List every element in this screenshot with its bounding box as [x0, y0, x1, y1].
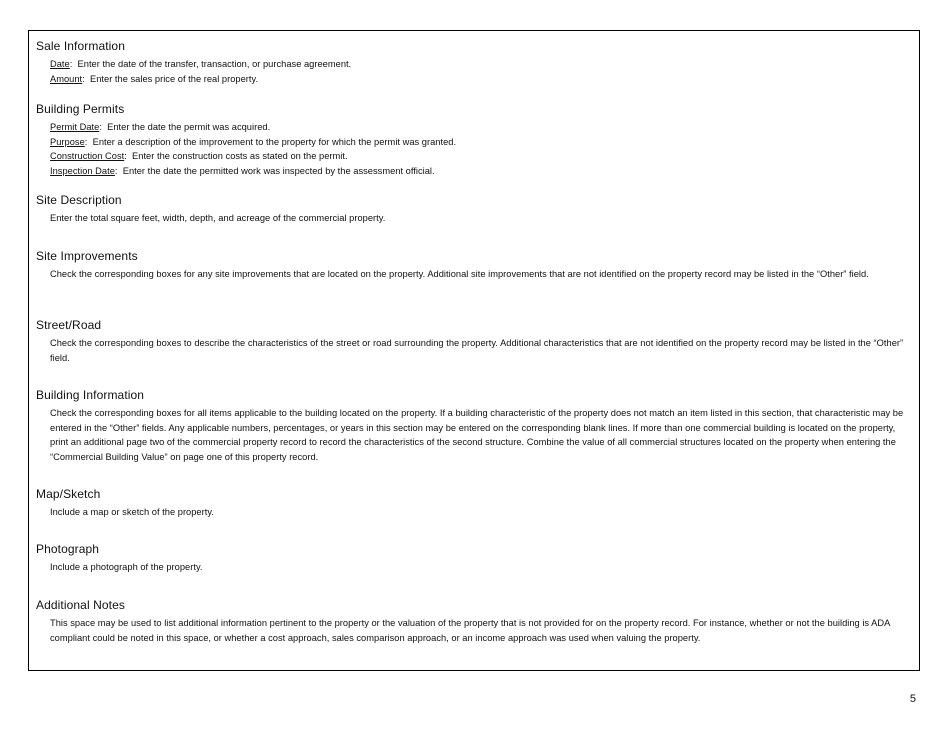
definition-text: Enter the date of the transfer, transaction, or purchase agreement. [77, 59, 352, 69]
section-body: Include a map or sketch of the property. [50, 507, 214, 517]
definition-separator: : [114, 165, 123, 176]
section-body: Check the corresponding boxes for all items applicable to the building located on the property. If a building characteristic of the property does not match an item listed in this section, that characteristic may be entered in the “Other” fields. Any applicable numbers, percentages, or years in this section may be entered on the corresponding blank lines. If more than one commercial building is located on the property, print an additional page two of the commercial property record to record the characteristics of the second structure. Combine the value of all commercial structures located on the property when entering the “Commercial Building Value” on page one of this property record. [50, 408, 904, 462]
definition-text: Enter the date the permit was acquired. [107, 122, 271, 132]
definition-separator: : [69, 59, 78, 69]
definition-term: Purpose [50, 136, 85, 147]
section-body: Enter the total square feet, width, depth, and acreage of the commercial property. [50, 213, 386, 223]
section-body [50, 57, 911, 86]
definition-separator: : [82, 73, 90, 84]
section-body: Check the corresponding boxes to describe the characteristics of the street or road surrounding the property. Additional characteristics that are not identified on the property record may be listed in the “Other” field. [50, 338, 904, 363]
definition-line [50, 135, 911, 150]
section-building-permits [36, 102, 911, 178]
page-number: 5 [909, 693, 916, 705]
section-body: Include a photograph of the property. [50, 562, 203, 572]
section-building-information [36, 388, 911, 464]
section-body: Check the corresponding boxes for any site improvements that are located on the property. Additional site improvements that are not identified on the property record may be listed in the “Other” field. [50, 269, 869, 279]
section-heading: Street/Road [36, 318, 102, 332]
section-heading: Map/Sketch [36, 487, 101, 501]
section-additional-notes [36, 598, 911, 645]
section-body [50, 120, 911, 178]
section-body: This space may be used to list additional information pertinent to the property or the valuation of the property that is not provided for on the property record. For instance, whether or not the building is ADA compliant could be noted in this space, or whether a cost approach, sales comparison approach, or an income approach was used when valuing the property. [50, 618, 890, 643]
section-site-improvements [36, 249, 911, 282]
section-heading: Building Permits [36, 102, 125, 116]
section-heading: Site Description [36, 193, 122, 207]
definition-text: Enter the sales price of the real property. [89, 73, 259, 84]
definition-text: Enter the date the permitted work was inspected by the assessment official. [122, 165, 435, 176]
section-heading: Photograph [36, 542, 100, 556]
definition-term: Amount [50, 73, 83, 84]
definition-line [50, 120, 911, 135]
definition-text: Enter a description of the improvement to the property for which the permit was granted. [92, 136, 457, 147]
section-sale-information [36, 39, 911, 86]
definition-term: Permit Date [50, 122, 100, 132]
section-photograph [36, 542, 911, 575]
section-street-road [36, 318, 911, 365]
definition-term: Inspection Date [50, 165, 115, 176]
definition-separator: : [84, 136, 93, 147]
definition-separator: : [99, 122, 108, 132]
definition-line [50, 149, 911, 164]
section-heading: Building Information [36, 388, 145, 402]
definition-line [50, 164, 911, 179]
definition-separator: : [124, 151, 133, 161]
definition-text: Enter the construction costs as stated on the permit. [132, 151, 348, 161]
definition-term: Date [50, 59, 70, 69]
section-map-sketch [36, 487, 911, 520]
section-heading: Site Improvements [36, 249, 138, 263]
definition-line [50, 57, 911, 72]
section-heading: Sale Information [36, 39, 125, 53]
section-site-description [36, 193, 911, 226]
section-heading: Additional Notes [36, 598, 125, 612]
definition-line [50, 72, 911, 87]
instructions-box [28, 30, 920, 671]
definition-term: Construction Cost [50, 151, 125, 161]
